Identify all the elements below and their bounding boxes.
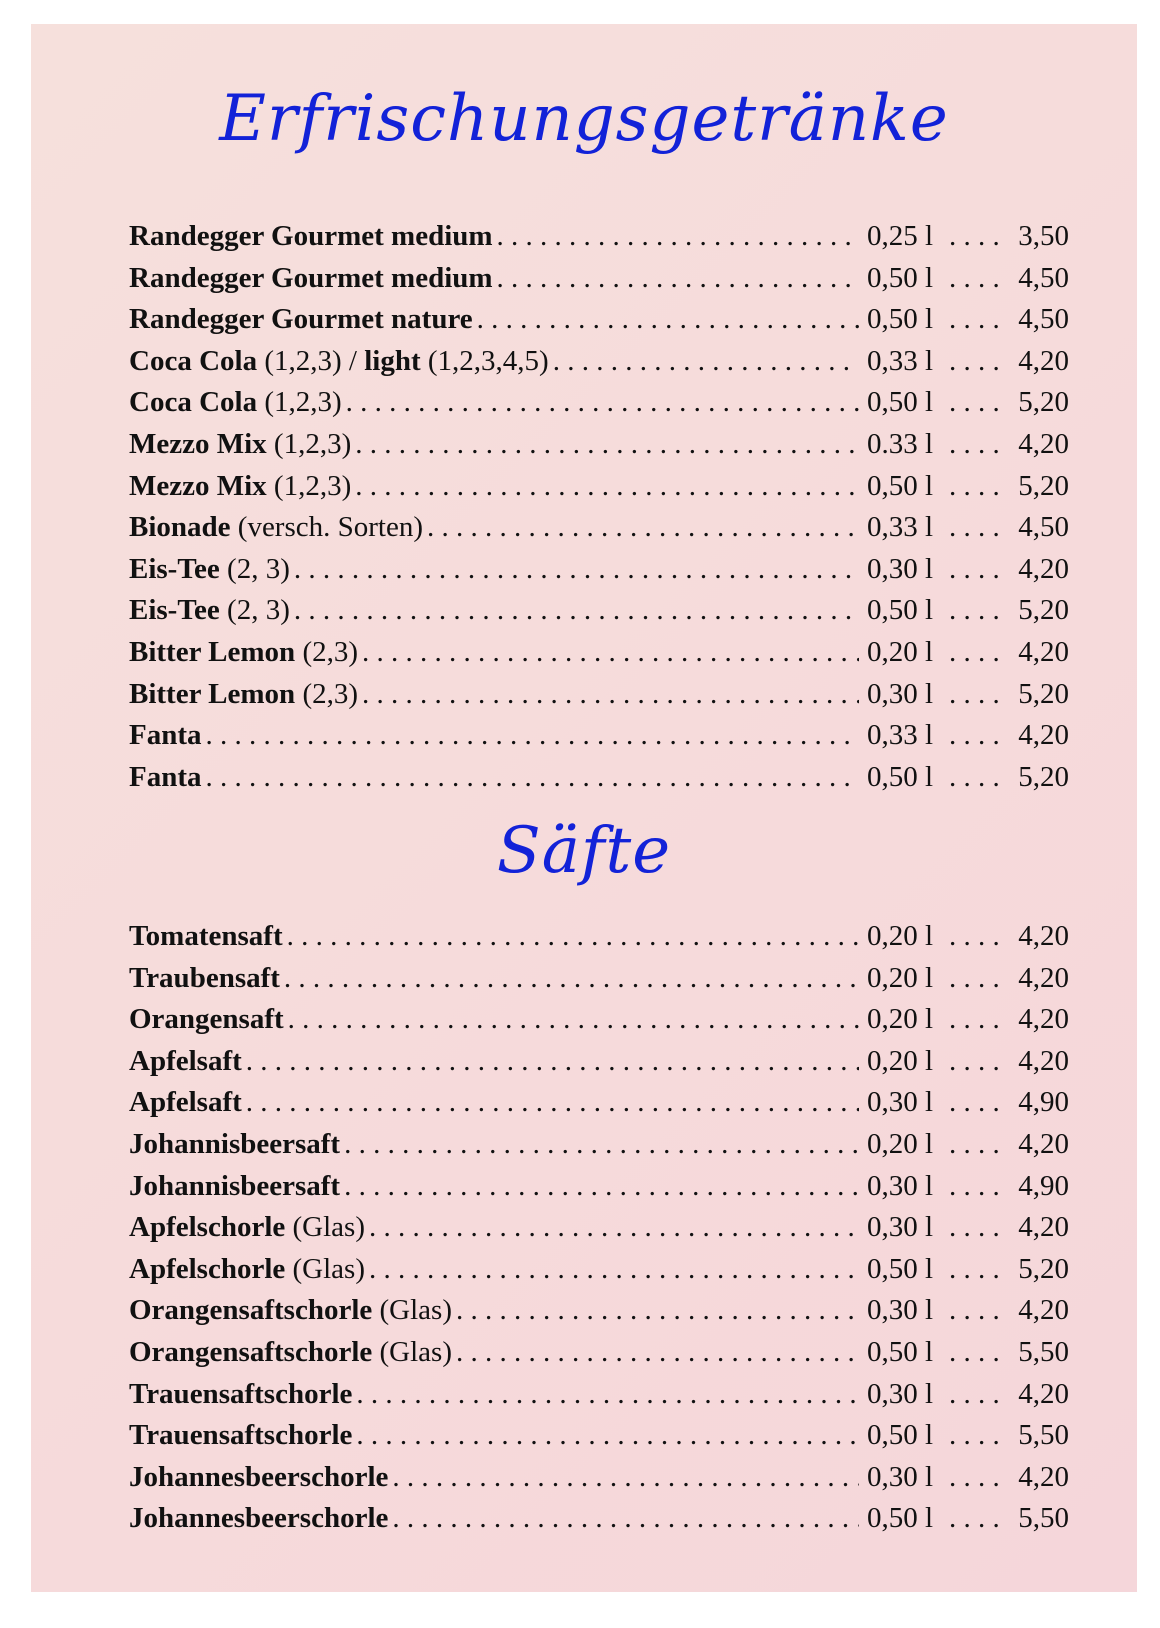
price-dots <box>949 345 1007 378</box>
item-size: 0,30 l <box>867 1086 934 1119</box>
item-title: Apfelschorle <box>129 1252 286 1285</box>
item-title: Randegger Gourmet medium <box>129 261 493 294</box>
item-name <box>129 1336 452 1369</box>
item-size: 0,30 l <box>867 1377 934 1410</box>
price-dots <box>949 719 1007 752</box>
leader-dots <box>284 962 859 995</box>
item-price: 5,20 <box>1018 469 1069 502</box>
leader-dots <box>392 1461 859 1494</box>
price-dots <box>949 1211 1007 1244</box>
item-title: Orangensaft <box>129 1003 284 1036</box>
item-price: 4,20 <box>1018 344 1069 377</box>
item-name <box>129 1419 352 1452</box>
price-dots <box>949 1461 1007 1494</box>
leader-dots <box>246 1086 859 1119</box>
item-title: Trauensaftschorle <box>129 1377 353 1410</box>
menu-item <box>129 962 1069 1004</box>
leader-dots <box>456 1294 859 1327</box>
juices-list <box>129 920 1069 1544</box>
item-name <box>129 594 290 627</box>
leader-dots <box>392 1502 859 1535</box>
item-title: Apfelsaft <box>129 1044 242 1077</box>
section-title-juices: Säfte <box>496 814 672 888</box>
leader-dots <box>206 761 860 794</box>
menu-page <box>31 24 1137 1592</box>
item-title: Bitter Lemon <box>129 635 296 668</box>
item-name <box>129 1378 352 1411</box>
item-name <box>129 1294 452 1327</box>
item-size: 0,20 l <box>867 635 934 668</box>
item-note: (2, 3) <box>219 552 290 585</box>
menu-item <box>129 553 1069 595</box>
item-size: 0,30 l <box>867 1169 934 1202</box>
item-name <box>129 1045 242 1078</box>
item-price: 4,20 <box>1018 1294 1069 1327</box>
item-size: 0,50 l <box>867 1335 934 1368</box>
item-name <box>129 303 473 336</box>
item-name <box>129 511 423 544</box>
leader-dots <box>497 262 859 295</box>
menu-item <box>129 1502 1069 1544</box>
item-price: 5,20 <box>1018 677 1069 710</box>
item-title: Johannesbeerschorle <box>129 1460 389 1493</box>
item-price: 4,20 <box>1018 1377 1069 1410</box>
item-size: 0,20 l <box>867 920 934 952</box>
price-dots <box>949 1003 1007 1036</box>
item-title: Johannesbeerschorle <box>129 1502 389 1535</box>
item-price: 4,20 <box>1018 719 1069 752</box>
price-dots <box>949 1170 1007 1203</box>
leader-dots <box>288 1003 859 1036</box>
item-name <box>129 220 493 253</box>
menu-item <box>129 1336 1069 1378</box>
item-price: 3,50 <box>1018 220 1069 252</box>
leader-dots <box>246 1045 859 1078</box>
menu-item <box>129 1461 1069 1503</box>
price-dots <box>949 962 1007 995</box>
item-size: 0,50 l <box>867 594 934 627</box>
price-dots <box>949 470 1007 503</box>
item-name <box>129 345 549 378</box>
item-price: 5,20 <box>1018 1252 1069 1285</box>
item-note: (2,3) <box>295 635 359 668</box>
item-size: 0,30 l <box>867 1294 934 1327</box>
item-price: 4,50 <box>1018 303 1069 336</box>
item-price: 4,90 <box>1018 1086 1069 1119</box>
item-price: 4,50 <box>1018 261 1069 294</box>
item-price: 5,50 <box>1018 1502 1069 1535</box>
item-name <box>129 1170 340 1203</box>
menu-item <box>129 761 1069 803</box>
item-price: 5,50 <box>1018 1419 1069 1452</box>
menu-item <box>129 386 1069 428</box>
menu-item <box>129 511 1069 553</box>
price-dots <box>949 386 1007 419</box>
item-note: (1,2,3) <box>266 469 352 502</box>
item-note: (Glas) <box>285 1211 365 1244</box>
menu-item <box>129 262 1069 304</box>
item-price: 4,20 <box>1018 1044 1069 1077</box>
menu-item <box>129 1128 1069 1170</box>
menu-item <box>129 594 1069 636</box>
item-name <box>129 719 202 752</box>
item-note: (versch. Sorten) <box>230 511 423 544</box>
item-price: 4,20 <box>1018 1211 1069 1244</box>
item-size: 0,20 l <box>867 1003 934 1036</box>
item-name <box>129 1086 242 1119</box>
item-title-variant: light <box>364 344 421 377</box>
item-size: 0,30 l <box>867 1460 934 1493</box>
leader-dots <box>344 1170 859 1203</box>
item-size: 0,50 l <box>867 760 934 793</box>
item-name <box>129 262 493 295</box>
item-title: Johannisbeersaft <box>129 1169 341 1202</box>
price-dots <box>949 262 1007 295</box>
leader-dots <box>355 428 859 461</box>
item-size: 0,30 l <box>867 677 934 710</box>
item-note: (Glas) <box>372 1335 452 1368</box>
menu-item <box>129 678 1069 720</box>
item-title: Bitter Lemon <box>129 677 296 710</box>
price-dots <box>949 920 1007 953</box>
item-title: Apfelsaft <box>129 1086 242 1119</box>
leader-dots <box>346 386 859 419</box>
refreshments-list <box>129 220 1069 802</box>
item-name <box>129 920 283 953</box>
menu-item <box>129 1419 1069 1461</box>
item-size: 0,50 l <box>867 1502 934 1535</box>
menu-item <box>129 719 1069 761</box>
price-dots <box>949 1336 1007 1369</box>
leader-dots <box>294 594 859 627</box>
price-dots <box>949 636 1007 669</box>
item-title: Mezzo Mix <box>129 427 267 460</box>
item-title: Johannisbeersaft <box>129 1127 341 1160</box>
item-name <box>129 470 351 503</box>
menu-item <box>129 1086 1069 1128</box>
item-title: Bionade <box>129 511 231 544</box>
item-name <box>129 553 290 586</box>
item-size: 0,50 l <box>867 261 934 294</box>
item-size: 0,50 l <box>867 1419 934 1452</box>
price-dots <box>949 1045 1007 1078</box>
leader-dots <box>427 511 859 544</box>
item-size: 0,50 l <box>867 469 934 502</box>
leader-dots <box>369 1211 859 1244</box>
item-price: 5,20 <box>1018 760 1069 793</box>
item-name <box>129 636 358 669</box>
price-dots <box>949 761 1007 794</box>
item-price: 4,50 <box>1018 511 1069 544</box>
item-size: 0,30 l <box>867 1211 934 1244</box>
item-note: (Glas) <box>285 1252 365 1285</box>
price-dots <box>949 303 1007 336</box>
leader-dots <box>356 1419 859 1452</box>
item-price: 5,50 <box>1018 1335 1069 1368</box>
item-size: 0,20 l <box>867 961 934 994</box>
menu-item <box>129 345 1069 387</box>
item-price: 4,20 <box>1018 1127 1069 1160</box>
item-note: (2, 3) <box>219 594 290 627</box>
menu-item <box>129 920 1069 962</box>
price-dots <box>949 428 1007 461</box>
item-price: 4,20 <box>1018 961 1069 994</box>
item-note-variant: (1,2,3,4,5) <box>420 344 549 377</box>
item-price: 4,90 <box>1018 1169 1069 1202</box>
price-dots <box>949 678 1007 711</box>
item-price: 5,20 <box>1018 386 1069 419</box>
item-title: Tomatensaft <box>129 920 283 952</box>
menu-item <box>129 1003 1069 1045</box>
menu-item <box>129 1211 1069 1253</box>
item-size: 0,50 l <box>867 303 934 336</box>
item-price: 4,20 <box>1018 635 1069 668</box>
item-title: Traubensaft <box>129 961 280 994</box>
item-title: Randegger Gourmet medium <box>129 220 493 252</box>
price-dots <box>949 1419 1007 1452</box>
price-dots <box>949 220 1007 253</box>
item-name <box>129 1128 340 1161</box>
item-note: (1,2,3) / <box>257 344 365 377</box>
price-dots <box>949 1502 1007 1535</box>
item-title: Eis-Tee <box>129 594 220 627</box>
leader-dots <box>477 303 859 336</box>
leader-dots <box>497 220 859 253</box>
price-dots <box>949 1128 1007 1161</box>
menu-item <box>129 303 1069 345</box>
menu-item <box>129 470 1069 512</box>
price-dots <box>949 553 1007 586</box>
menu-item <box>129 1294 1069 1336</box>
item-price: 4,20 <box>1018 1003 1069 1036</box>
item-title: Eis-Tee <box>129 552 220 585</box>
item-size: 0,20 l <box>867 1044 934 1077</box>
item-title: Fanta <box>129 760 202 793</box>
leader-dots <box>294 553 859 586</box>
menu-item <box>129 1170 1069 1212</box>
item-name <box>129 1003 284 1036</box>
leader-dots <box>553 345 859 378</box>
leader-dots <box>355 470 859 503</box>
leader-dots <box>356 1378 859 1411</box>
item-size: 0,30 l <box>867 552 934 585</box>
item-name <box>129 962 280 995</box>
item-price: 4,20 <box>1018 920 1069 952</box>
leader-dots <box>369 1253 859 1286</box>
item-title: Trauensaftschorle <box>129 1419 353 1452</box>
price-dots <box>949 1253 1007 1286</box>
item-name <box>129 1461 388 1494</box>
price-dots <box>949 1378 1007 1411</box>
item-name <box>129 1502 388 1535</box>
item-title: Randegger Gourmet nature <box>129 303 473 336</box>
leader-dots <box>344 1128 859 1161</box>
item-title: Fanta <box>129 719 202 752</box>
section-title-refreshments: Erfrischungsgetränke <box>219 82 949 156</box>
item-name <box>129 678 358 711</box>
leader-dots <box>362 636 859 669</box>
item-note: (1,2,3) <box>266 427 352 460</box>
menu-item <box>129 220 1069 262</box>
item-note: (2,3) <box>295 677 359 710</box>
item-title: Coca Cola <box>129 344 258 377</box>
item-title: Mezzo Mix <box>129 469 267 502</box>
price-dots <box>949 511 1007 544</box>
leader-dots <box>287 920 859 953</box>
item-title: Apfelschorle <box>129 1211 286 1244</box>
item-title: Orangensaftschorle <box>129 1294 373 1327</box>
item-name <box>129 761 202 794</box>
item-name <box>129 1253 365 1286</box>
price-dots <box>949 1294 1007 1327</box>
item-size: 0,33 l <box>867 719 934 752</box>
item-price: 4,20 <box>1018 427 1069 460</box>
menu-item <box>129 428 1069 470</box>
menu-item <box>129 1253 1069 1295</box>
item-name <box>129 428 351 461</box>
item-price: 4,20 <box>1018 552 1069 585</box>
menu-item <box>129 1045 1069 1087</box>
item-size: 0,25 l <box>867 220 934 252</box>
item-size: 0,50 l <box>867 386 934 419</box>
leader-dots <box>456 1336 859 1369</box>
menu-item <box>129 636 1069 678</box>
item-price: 5,20 <box>1018 594 1069 627</box>
leader-dots <box>362 678 859 711</box>
item-title: Coca Cola <box>129 386 258 419</box>
price-dots <box>949 1086 1007 1119</box>
item-size: 0,50 l <box>867 1252 934 1285</box>
menu-item <box>129 1378 1069 1420</box>
item-size: 0,20 l <box>867 1127 934 1160</box>
leader-dots <box>206 719 860 752</box>
item-price: 4,20 <box>1018 1460 1069 1493</box>
item-note: (1,2,3) <box>257 386 342 419</box>
price-dots <box>949 594 1007 627</box>
item-name <box>129 1211 365 1244</box>
item-title: Orangensaftschorle <box>129 1335 373 1368</box>
item-size: 0.33 l <box>867 427 934 460</box>
item-size: 0,33 l <box>867 511 934 544</box>
item-size: 0,33 l <box>867 344 934 377</box>
item-name <box>129 386 342 419</box>
item-note: (Glas) <box>372 1294 452 1327</box>
